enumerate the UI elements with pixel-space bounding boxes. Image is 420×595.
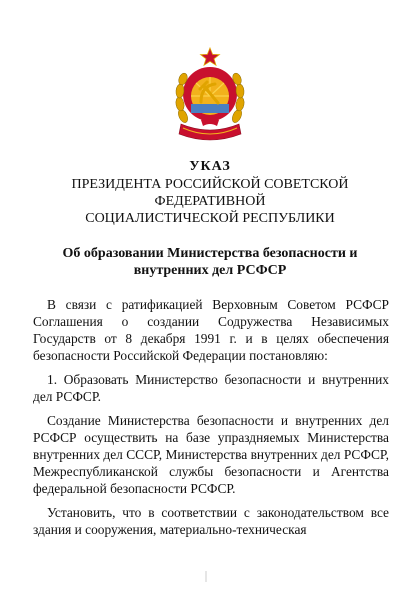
body-paragraph: Установить, что в соответствии с законодательством все здания и сооружения, материально-техническая: [33, 505, 389, 537]
body-paragraph: В связи с ратификацией Верховным Советом РСФСР Соглашения о создании Содружества Независимых Государств от 8 декабря 1991 г. и в целях обеспечения безопасности Российской Федерации постановляю:: [33, 297, 389, 363]
decree-title: [40, 245, 380, 279]
decree-heading: УКАЗ: [189, 159, 231, 174]
issuer-line: СОЦИАЛИСТИЧЕСКОЙ РЕСПУБЛИКИ: [85, 211, 335, 226]
issuer-line: ФЕДЕРАТИВНОЙ: [154, 194, 266, 209]
page-mark: [205, 571, 207, 582]
body-paragraph: 1. Образовать Министерство безопасности и внутренних дел РСФСР.: [33, 372, 389, 404]
title-line: внутренних дел РСФСР: [133, 263, 287, 278]
coat-of-arms-icon: [171, 46, 249, 150]
decree-body: [33, 296, 389, 545]
body-paragraph: Создание Министерства безопасности и внутренних дел РСФСР осуществить на базе упраздняемых Министерства внутренних дел СССР, Министерства внутренних дел РСФСР, Межреспубликанской службы безопасности и Агентства федеральной безопасности РСФСР.: [33, 413, 389, 496]
issuer-heading: [40, 176, 380, 227]
title-line: Об образовании Министерства безопасности и: [62, 246, 358, 261]
issuer-line: ПРЕЗИДЕНТА РОССИЙСКОЙ СОВЕТСКОЙ: [71, 177, 349, 192]
